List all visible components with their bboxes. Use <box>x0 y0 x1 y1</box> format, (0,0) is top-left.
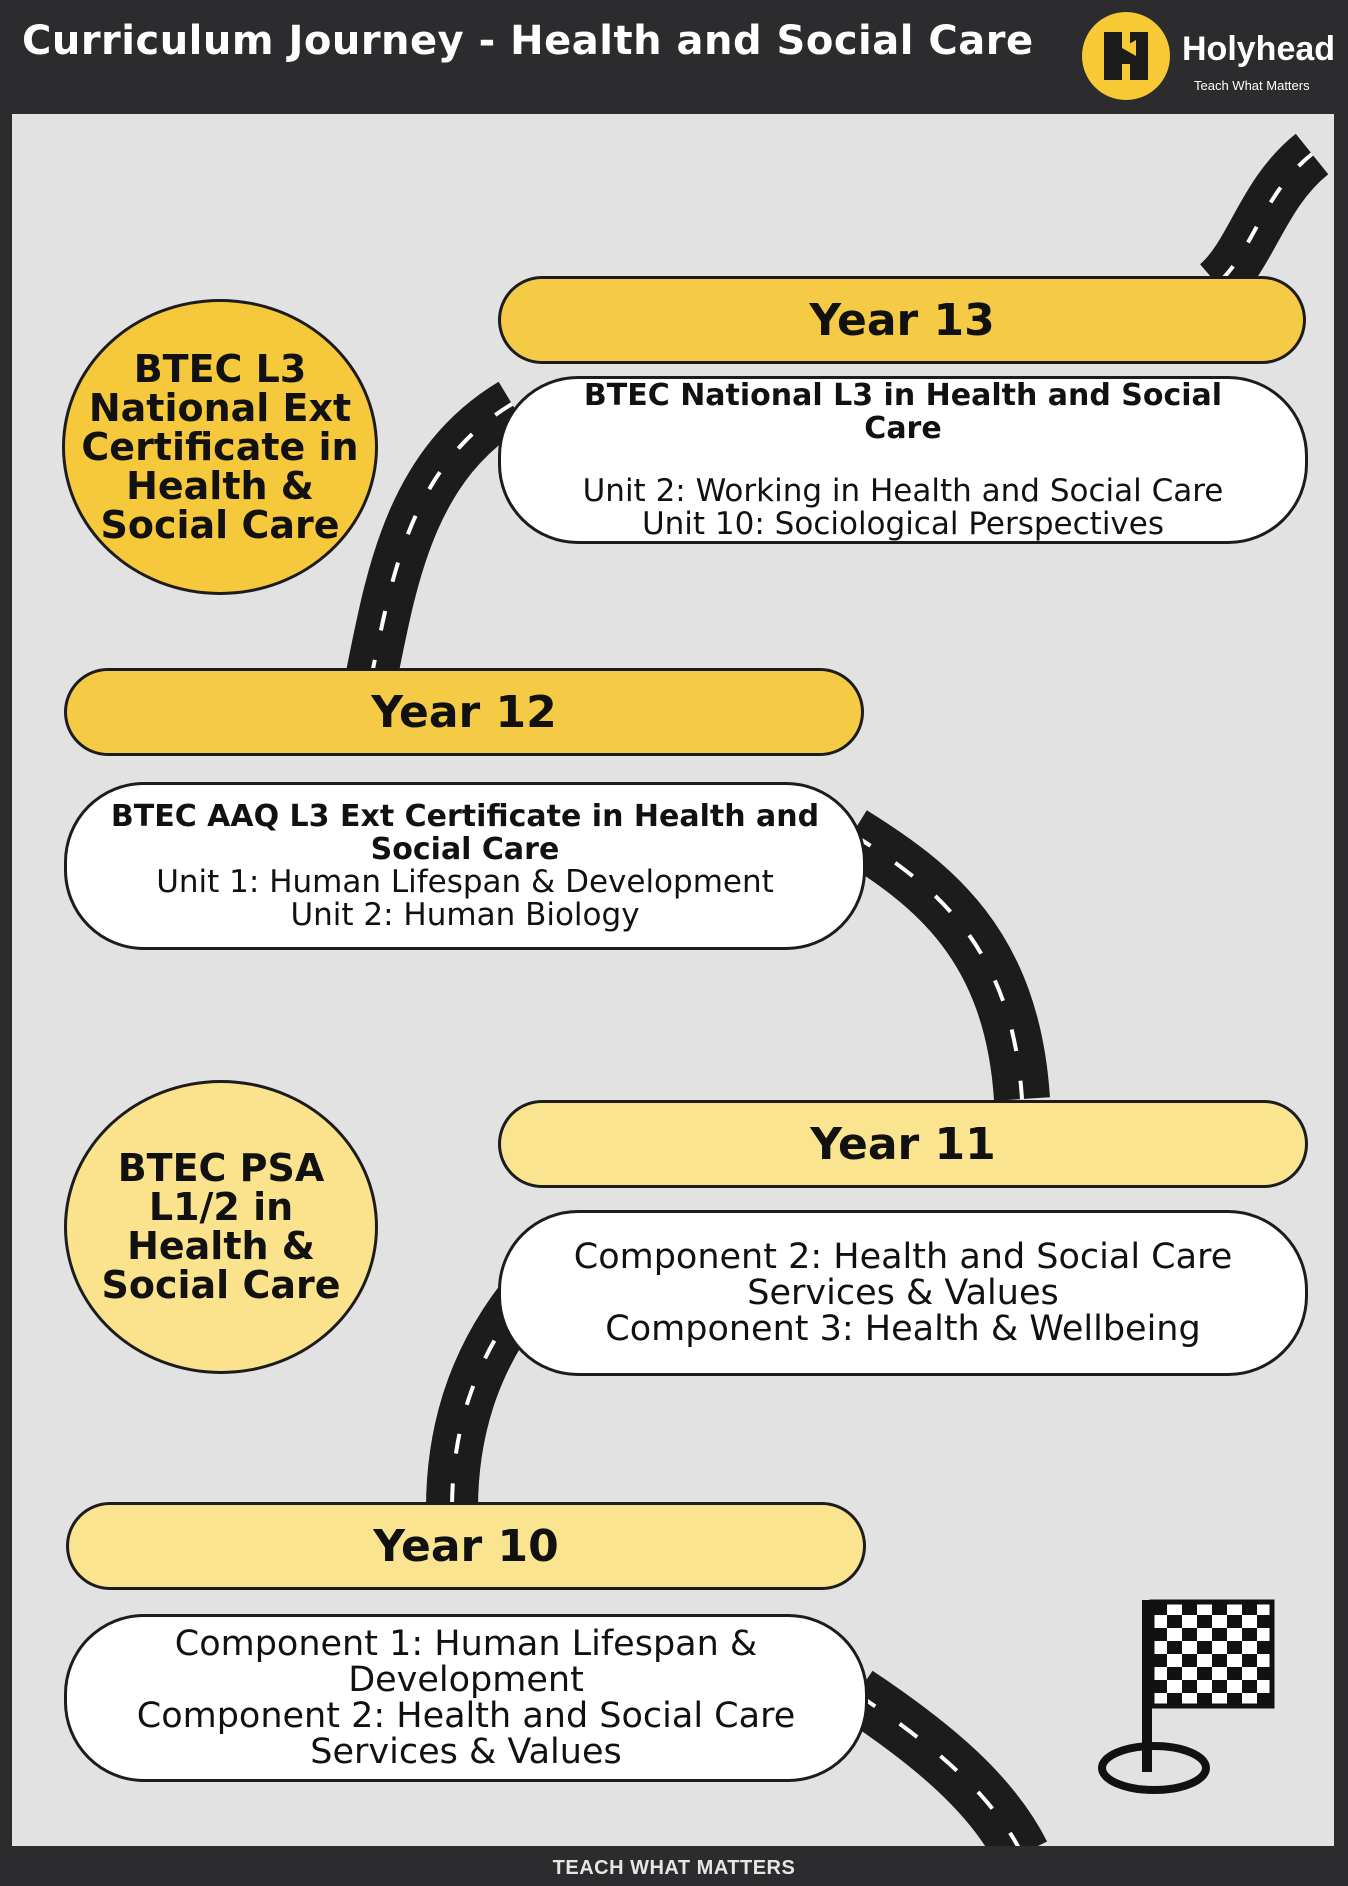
year-12-unit: Unit 1: Human Lifespan & Development <box>156 864 774 900</box>
year-11-component: Component 3: Health & Wellbeing <box>605 1309 1201 1349</box>
journey-panel <box>12 114 1334 1846</box>
year-12-course-title: BTEC AAQ L3 Ext Certificate in Health and Social Care <box>110 799 820 867</box>
year-13-label: Year 13 <box>498 276 1306 364</box>
year-12-unit: Unit 2: Human Biology <box>290 897 640 933</box>
year-13-units-box <box>498 376 1308 544</box>
year-10-component: Component 1: Human Lifespan & Development <box>174 1624 758 1700</box>
qualification-l3-text: BTEC L3 National Ext Certificate in Health & Social Care <box>81 346 359 547</box>
year-13-course-title: BTEC National L3 in Health and Social Care <box>583 378 1223 446</box>
year-10-label: Year 10 <box>66 1502 866 1590</box>
year-11-components-box <box>498 1210 1308 1376</box>
qualification-psa-circle <box>64 1080 378 1374</box>
qualification-psa-text: BTEC PSA L1/2 in Health & Social Care <box>101 1146 341 1307</box>
year-12-label: Year 12 <box>64 668 864 756</box>
checkered-flag-icon <box>1082 1580 1282 1800</box>
logo-name: Holyhead <box>1182 30 1336 68</box>
year-12-units-box <box>64 782 866 950</box>
footer-text: TEACH WHAT MATTERS <box>552 1857 796 1879</box>
qualification-l3-circle <box>62 299 378 595</box>
year-11-component: Component 2: Health and Social Care Services & Values <box>573 1237 1233 1313</box>
year-13-unit: Unit 10: Sociological Perspectives <box>641 506 1165 542</box>
page-title: Curriculum Journey - Health and Social Care <box>22 18 1034 64</box>
holyhead-h-logo-icon <box>1082 12 1170 100</box>
year-10-component: Component 2: Health and Social Care Services & Values <box>136 1696 796 1772</box>
year-10-components-box <box>64 1614 868 1782</box>
year-11-label: Year 11 <box>498 1100 1308 1188</box>
logo-tagline: Teach What Matters <box>1194 78 1310 93</box>
year-13-unit: Unit 2: Working in Health and Social Care <box>582 473 1224 509</box>
